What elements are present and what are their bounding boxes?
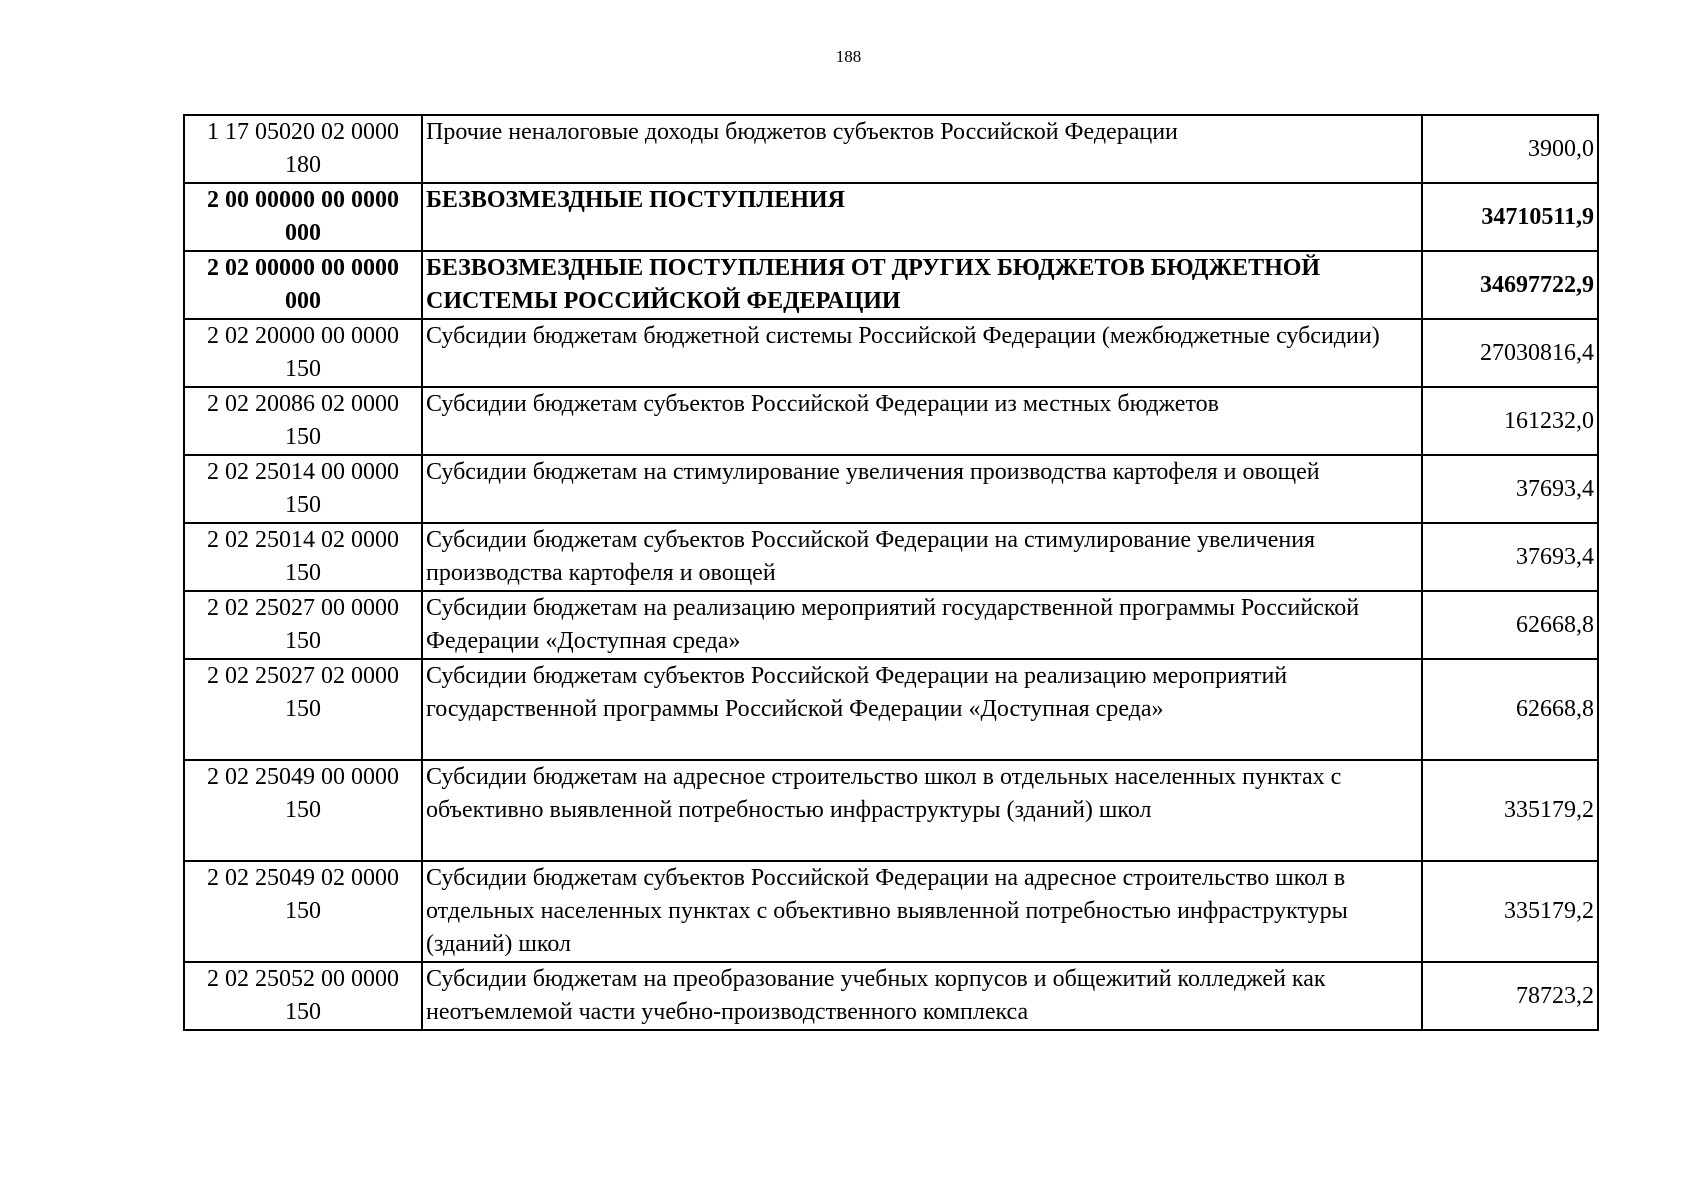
amount-cell: 335179,2 bbox=[1422, 861, 1598, 962]
amount-cell: 37693,4 bbox=[1422, 523, 1598, 591]
budget-code-cell: 2 02 25052 00 0000 150 bbox=[184, 962, 422, 1030]
table-row bbox=[184, 319, 1598, 387]
income-name-cell: Субсидии бюджетам на стимулирование увеличения производства картофеля и овощей bbox=[422, 455, 1422, 523]
budget-code-cell: 2 02 25014 00 0000 150 bbox=[184, 455, 422, 523]
amount-cell: 62668,8 bbox=[1422, 659, 1598, 760]
amount-cell: 34710511,9 bbox=[1422, 183, 1598, 251]
income-name-cell: Субсидии бюджетам субъектов Российской Федерации из местных бюджетов bbox=[422, 387, 1422, 455]
table-row bbox=[184, 962, 1598, 1030]
income-name-cell: Субсидии бюджетам субъектов Российской Федерации на адресное строительство школ в отдельных населенных пунктах с объективно выявленной потребностью инфраструктуры (зданий) школ bbox=[422, 861, 1422, 962]
amount-cell: 34697722,9 bbox=[1422, 251, 1598, 319]
amount-cell: 37693,4 bbox=[1422, 455, 1598, 523]
amount-cell: 27030816,4 bbox=[1422, 319, 1598, 387]
table-row bbox=[184, 115, 1598, 183]
table-row bbox=[184, 251, 1598, 319]
budget-code-cell: 1 17 05020 02 0000 180 bbox=[184, 115, 422, 183]
amount-cell: 161232,0 bbox=[1422, 387, 1598, 455]
income-name-cell: Субсидии бюджетам на адресное строительство школ в отдельных населенных пунктах с объективно выявленной потребностью инфраструктуры (зданий) школ bbox=[422, 760, 1422, 861]
budget-code-cell: 2 02 25014 02 0000 150 bbox=[184, 523, 422, 591]
income-name-cell: БЕЗВОЗМЕЗДНЫЕ ПОСТУПЛЕНИЯ bbox=[422, 183, 1422, 251]
table-row bbox=[184, 523, 1598, 591]
table-row bbox=[184, 591, 1598, 659]
amount-cell: 3900,0 bbox=[1422, 115, 1598, 183]
table-row bbox=[184, 659, 1598, 760]
income-name-cell: Субсидии бюджетам субъектов Российской Федерации на реализацию мероприятий государственной программы Российской Федерации «Доступная среда» bbox=[422, 659, 1422, 760]
table-row bbox=[184, 760, 1598, 861]
table-row bbox=[184, 387, 1598, 455]
income-name-cell: Субсидии бюджетам субъектов Российской Федерации на стимулирование увеличения производства картофеля и овощей bbox=[422, 523, 1422, 591]
budget-code-cell: 2 02 00000 00 0000 000 bbox=[184, 251, 422, 319]
income-name-cell: Субсидии бюджетам бюджетной системы Российской Федерации (межбюджетные субсидии) bbox=[422, 319, 1422, 387]
income-name-cell: Субсидии бюджетам на преобразование учебных корпусов и общежитий колледжей как неотъемлемой части учебно-производственного комплекса bbox=[422, 962, 1422, 1030]
amount-cell: 78723,2 bbox=[1422, 962, 1598, 1030]
budget-code-cell: 2 02 25027 00 0000 150 bbox=[184, 591, 422, 659]
table-row bbox=[184, 183, 1598, 251]
amount-cell: 62668,8 bbox=[1422, 591, 1598, 659]
table-row bbox=[184, 455, 1598, 523]
income-name-cell: Субсидии бюджетам на реализацию мероприятий государственной программы Российской Федерации «Доступная среда» bbox=[422, 591, 1422, 659]
budget-code-cell: 2 02 25049 02 0000 150 bbox=[184, 861, 422, 962]
budget-income-table bbox=[183, 114, 1599, 1031]
income-name-cell: Прочие неналоговые доходы бюджетов субъектов Российской Федерации bbox=[422, 115, 1422, 183]
table-row bbox=[184, 861, 1598, 962]
page-number: 188 bbox=[835, 47, 862, 66]
amount-cell: 335179,2 bbox=[1422, 760, 1598, 861]
budget-code-cell: 2 02 25027 02 0000 150 bbox=[184, 659, 422, 760]
budget-code-cell: 2 02 25049 00 0000 150 bbox=[184, 760, 422, 861]
budget-code-cell: 2 02 20086 02 0000 150 bbox=[184, 387, 422, 455]
budget-code-cell: 2 00 00000 00 0000 000 bbox=[184, 183, 422, 251]
budget-code-cell: 2 02 20000 00 0000 150 bbox=[184, 319, 422, 387]
income-name-cell: БЕЗВОЗМЕЗДНЫЕ ПОСТУПЛЕНИЯ ОТ ДРУГИХ БЮДЖЕТОВ БЮДЖЕТНОЙ СИСТЕМЫ РОССИЙСКОЙ ФЕДЕРАЦИИ bbox=[422, 251, 1422, 319]
